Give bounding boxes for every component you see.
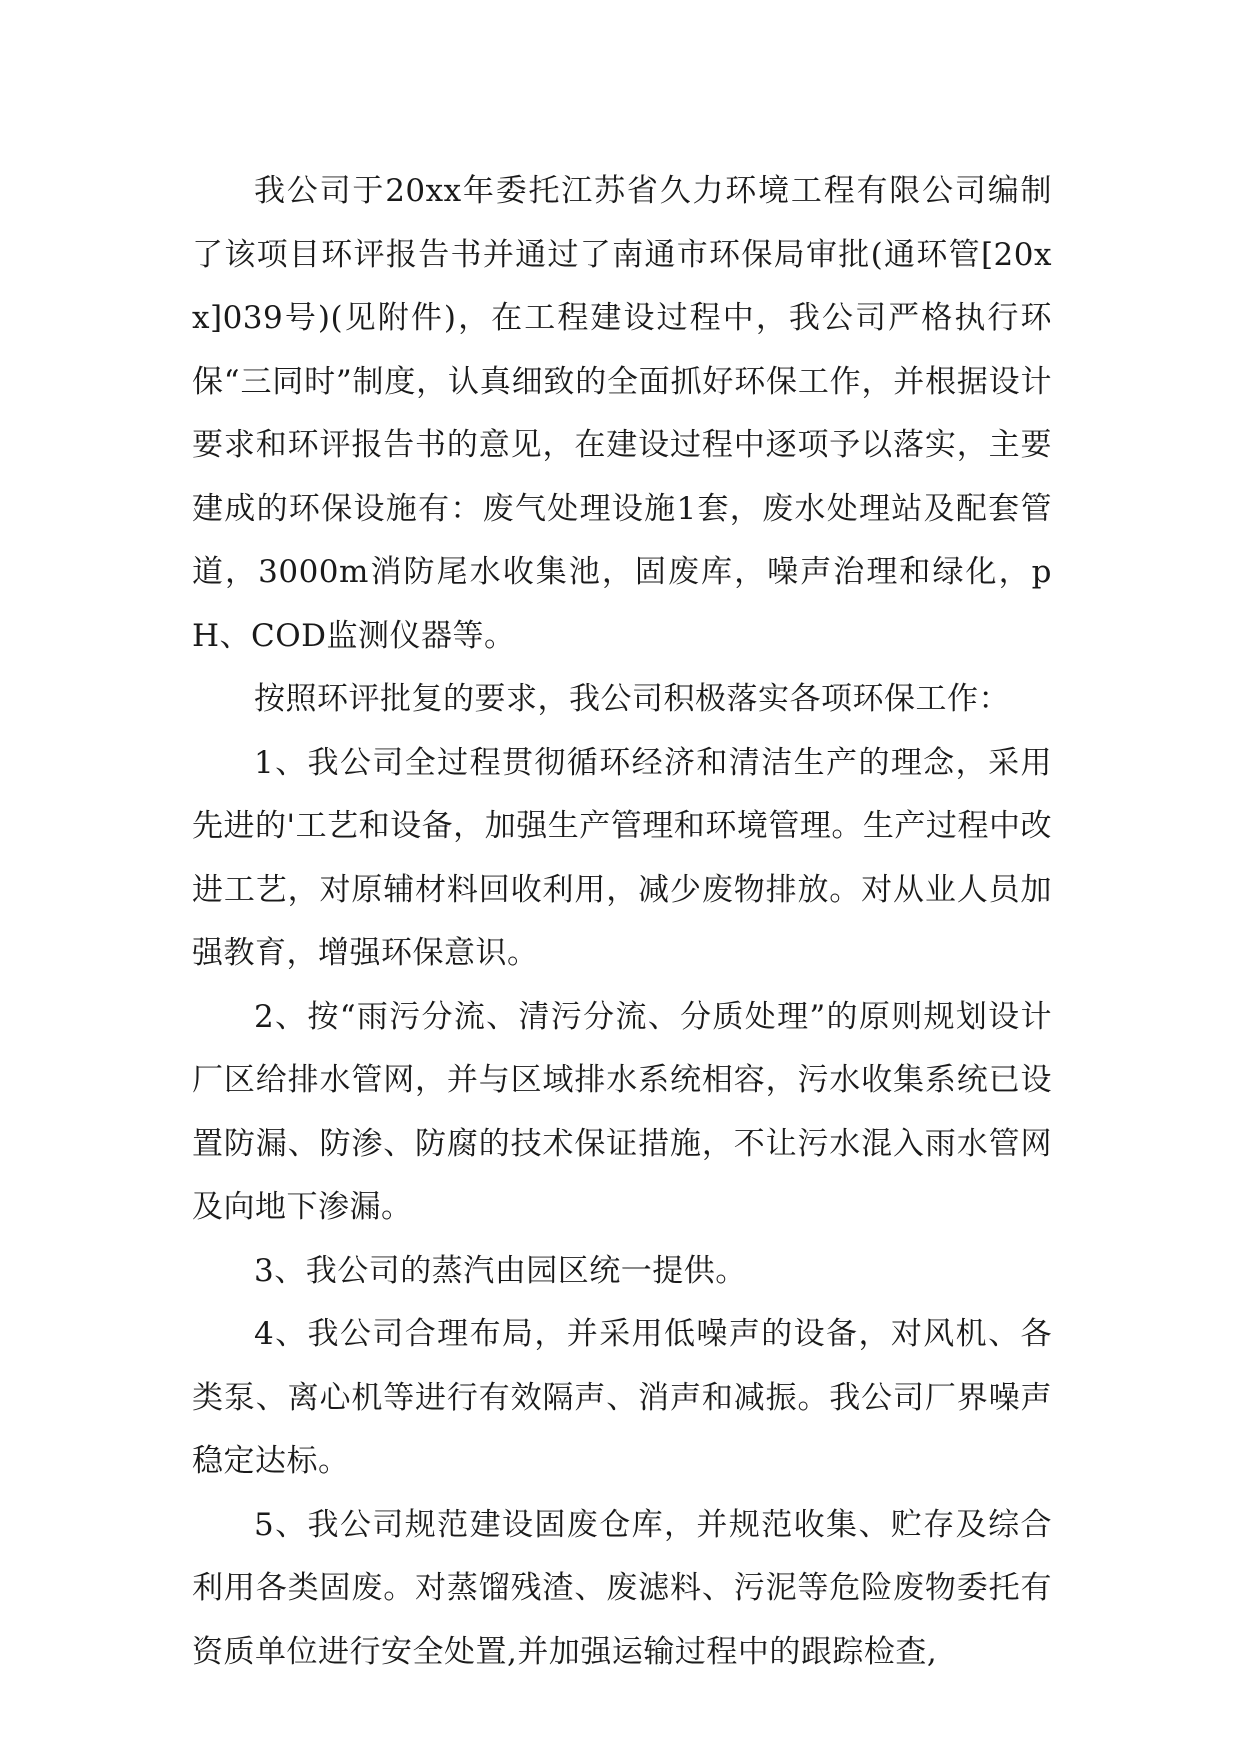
document-body xyxy=(192,160,1052,1684)
paragraph-item-3: 3、我公司的蒸汽由园区统一提供。 xyxy=(254,1252,747,1289)
paragraph-item-2: 2、按“雨污分流、清污分流、分质处理”的原则规划设计厂区给排水管网，并与区域排水系统相容，污水收集系统已设置防漏、防渗、防腐的技术保证措施，不让污水混入雨水管网及向地下渗漏。 xyxy=(192,998,1052,1225)
paragraph-item-1: 1、我公司全过程贯彻循环经济和清洁生产的理念，采用先进的'工艺和设备，加强生产管理和环境管理。生产过程中改进工艺，对原辅材料回收利用，减少废物排放。对从业人员加强教育，增强环保意识。 xyxy=(192,744,1052,971)
paragraph-item-5: 5、我公司规范建设固废仓库，并规范收集、贮存及综合利用各类固废。对蒸馏残渣、废滤料、污泥等危险废物委托有资质单位进行安全处置,并加强运输过程中的跟踪检查, xyxy=(192,1506,1052,1670)
paragraph-requirements: 按照环评批复的要求，我公司积极落实各项环保工作： xyxy=(254,681,1010,717)
paragraph-item-4: 4、我公司合理布局，并采用低噪声的设备，对风机、各类泵、离心机等进行有效隔声、消声和减振。我公司厂界噪声稳定达标。 xyxy=(192,1316,1052,1479)
paragraph-intro: 我公司于20xx年委托江苏省久力环境工程有限公司编制了该项目环评报告书并通过了南通市环保局审批(通环管[20xx]039号)(见附件)，在工程建设过程中，我公司严格执行环保“三同时”制度，认真细致的全面抓好环保工作，并根据设计要求和环评报告书的意见，在建设过程中逐项予以落实，主要建成的环保设施有：废气处理设施1套，废水处理站及配套管道，3000m消防尾水收集池，固废库，噪声治理和绿化，pH、COD监测仪器等。 xyxy=(192,173,1052,654)
